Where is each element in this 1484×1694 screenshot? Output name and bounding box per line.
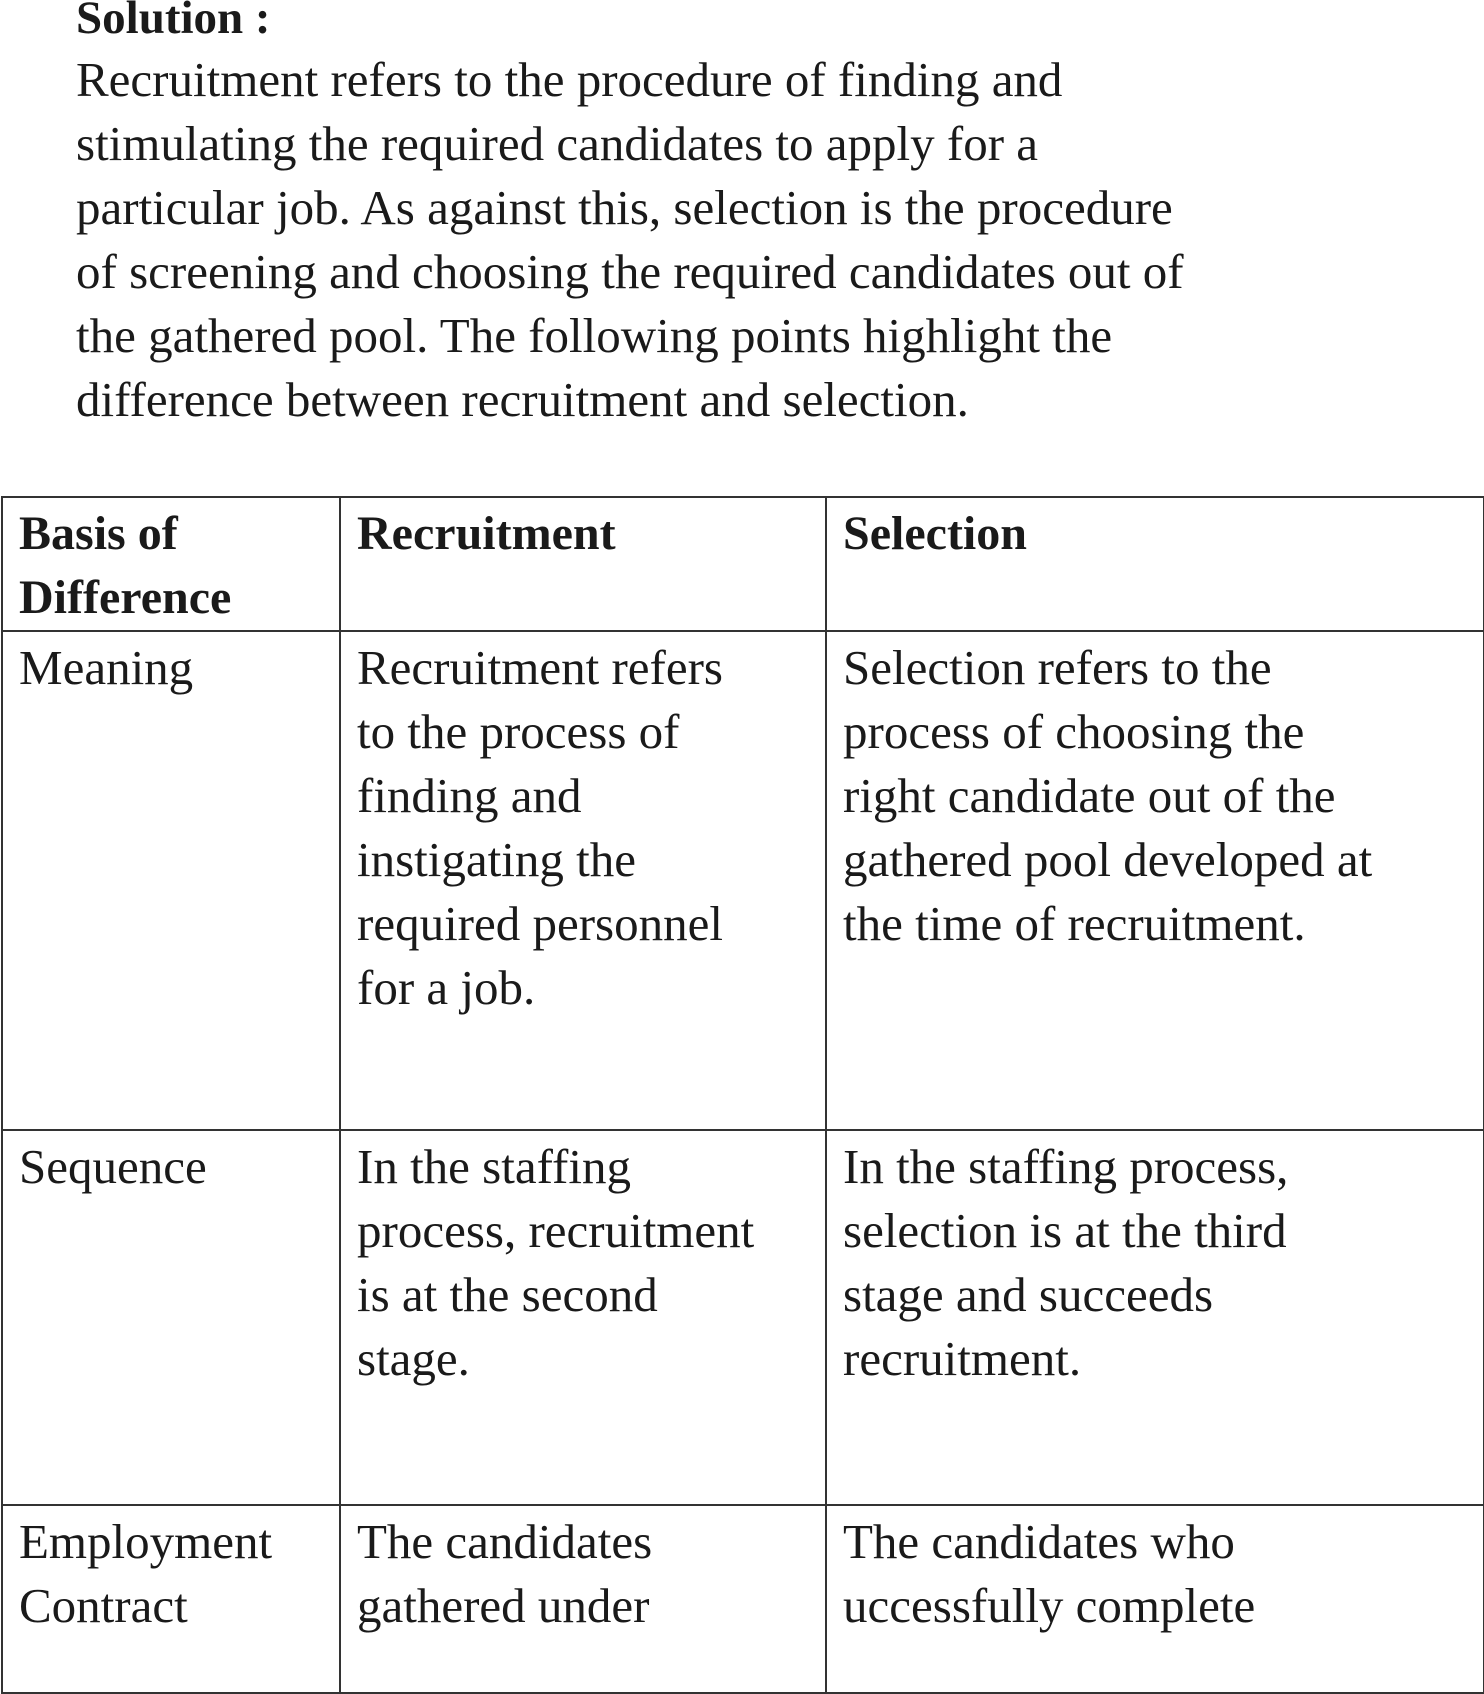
solution-line: particular job. As against this, selection is the procedure [76,180,1173,235]
cell-recruitment: In the staffing process, recruitment is at the second stage. [340,1130,826,1505]
table-row-sequence [2,1130,1484,1505]
cell-selection: In the staffing process, selection is at the third stage and succeeds recruitment. [826,1130,1484,1505]
solution-line: stimulating the required candidates to apply for a [76,116,1039,171]
cell-recruitment: Recruitment refers to the process of finding and instigating the required personnel for a job. [340,631,826,1130]
solution-line: of screening and choosing the required candidates out of [76,244,1184,299]
header-selection: Selection [826,497,1484,631]
table-header-row [2,497,1484,631]
solution-line: the gathered pool. The following points highlight the [76,308,1113,363]
table-row-meaning [2,631,1484,1130]
solution-line: difference between recruitment and selection. [76,372,969,427]
solution-paragraph [76,48,1406,432]
cell-selection: Selection refers to the process of choosing the right candidate out of the gathered pool developed at the time of recruitment. [826,631,1484,1130]
cell-basis: Sequence [2,1130,340,1505]
solution-section [76,0,1406,432]
cell-basis: Employment Contract [2,1505,340,1693]
solution-line: Recruitment refers to the procedure of finding and [76,52,1063,107]
cell-recruitment: The candidates gathered under [340,1505,826,1693]
table-row-employment-contract [2,1505,1484,1693]
header-basis-of-difference: Basis of Difference [2,497,340,631]
cell-basis: Meaning [2,631,340,1130]
solution-heading: Solution : [76,0,271,44]
header-recruitment: Recruitment [340,497,826,631]
cell-selection: The candidates who uccessfully complete [826,1505,1484,1693]
comparison-table [1,496,1484,1694]
